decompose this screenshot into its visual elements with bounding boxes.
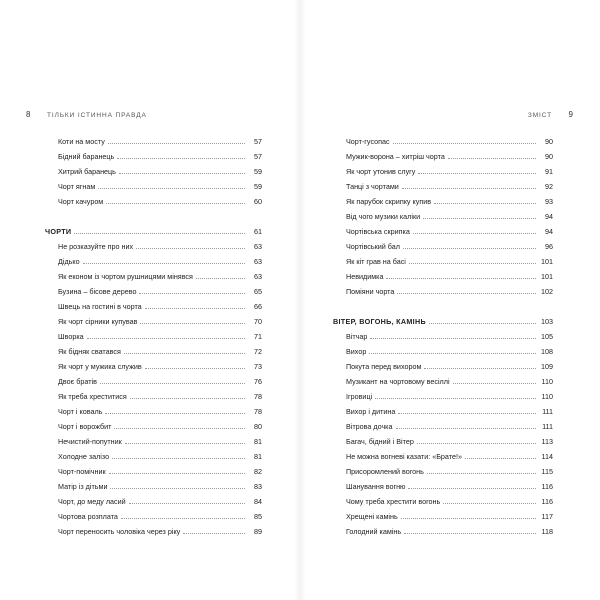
toc-dot-leader [423,218,536,219]
toc-entry-title: Чортова розплата [58,512,118,521]
toc-entry-page: 110 [541,377,553,386]
toc-dot-leader [429,323,536,324]
toc-entry-title: Як треба хреститися [58,392,127,401]
toc-entry [333,326,553,341]
toc-entry-title: ВІТЕР, ВОГОНЬ, КАМІНЬ [333,317,426,326]
toc-entry-title: Як економ із чортом рушницями мінявся [58,272,193,281]
toc-dot-leader [369,353,536,354]
toc-entry-title: Двоє братів [58,377,97,386]
toc-dot-leader [139,293,245,294]
toc-dot-leader [110,488,245,489]
toc-entry-title: Присоромлений вогонь [346,467,424,476]
toc-entry [333,206,553,221]
toc-entry-page: 65 [254,287,262,296]
toc-entry [333,461,553,476]
toc-entry-title: Чортівська скрипка [346,227,410,236]
toc-entry-page: 63 [254,257,262,266]
toc-entry-page: 63 [254,242,262,251]
toc-dot-leader [386,278,536,279]
toc-entry [45,476,262,491]
toc-entry [333,221,553,236]
toc-entry-title: Ігровиці [346,392,373,401]
toc-entry-title: Чорт качуром [58,197,104,206]
toc-entry-page: 115 [541,467,553,476]
toc-dot-leader [443,503,536,504]
toc-dot-leader [402,188,536,189]
toc-dot-leader [112,458,245,459]
toc-entry [333,476,553,491]
toc-entry [333,416,553,431]
toc-entry-page: 81 [254,437,262,446]
toc-entry-title: Чорт переносить чоловіка через ріку [58,527,181,536]
toc-entry-page: 111 [542,422,553,431]
right-page-number: 9 [568,110,573,119]
toc-entry-page: 116 [541,482,553,491]
toc-entry-title: Вітрова дочка [346,422,393,431]
toc-entry-page: 94 [545,227,553,236]
toc-entry [333,236,553,251]
toc-entry-title: Матір із дітьми [58,482,108,491]
toc-entry-page: 109 [541,362,553,371]
toc-entry [333,521,553,536]
toc-entry-title: Чорт і коваль [58,407,103,416]
toc-entry-title: Вихор і дитина [346,407,396,416]
toc-entry [45,461,262,476]
toc-entry-title: Шворка [58,332,84,341]
toc-dot-leader [145,308,245,309]
toc-entry-title: ЧОРТИ [45,227,72,236]
toc-dot-leader [117,158,245,159]
toc-entry-page: 70 [254,317,262,326]
toc-entry-page: 60 [254,197,262,206]
toc-entry [45,146,262,161]
toc-dot-leader [396,428,537,429]
toc-entry [333,356,553,371]
toc-entry [333,371,553,386]
toc-entry [45,386,262,401]
toc-entry-page: 63 [254,272,262,281]
toc-entry [45,341,262,356]
toc-dot-leader [106,203,245,204]
toc-entry [45,356,262,371]
toc-entry [45,446,262,461]
toc-dot-leader [393,143,536,144]
toc-dot-leader [413,233,536,234]
toc-entry-title: Невидимка [346,272,384,281]
toc-entry-title: Чорт ягнам [58,182,96,191]
toc-entry-title: Холодне залізо [58,452,110,461]
toc-entry-page: 110 [541,392,553,401]
toc-entry-page: 85 [254,512,262,521]
toc-entry-page: 72 [254,347,262,356]
toc-entry-page: 57 [254,152,262,161]
toc-dot-leader [409,263,536,264]
toc-dot-leader [417,443,536,444]
toc-entry [45,506,262,521]
toc-entry-title: Чортівський бал [346,242,400,251]
toc-entry [333,131,553,146]
toc-entry-page: 71 [254,332,262,341]
toc-entry-title: Як чорт утонив слугу [346,167,416,176]
toc-entry-title: Швець на гостині в чорта [58,302,142,311]
toc-entry [45,131,262,146]
toc-entry-title: Музикант на чортовому весіллі [346,377,450,386]
toc-spacer [45,206,262,221]
toc-dot-leader [108,143,245,144]
toc-entry-page: 80 [254,422,262,431]
toc-entry-page: 108 [541,347,553,356]
toc-dot-leader [370,338,536,339]
toc-entry-title: Хитрий баранець [58,167,116,176]
toc-entry [333,266,553,281]
toc-entry-title: Шанування вогню [346,482,406,491]
toc-dot-leader [124,353,245,354]
toc-entry [333,446,553,461]
toc-dot-leader [403,248,536,249]
toc-entry [45,281,262,296]
toc-entry [45,191,262,206]
toc-dot-leader [98,188,245,189]
toc-dot-leader [196,278,245,279]
toc-entry-title: Бідний баранець [58,152,115,161]
toc-entry-page: 105 [541,332,553,341]
toc-dot-leader [424,368,536,369]
toc-entry-page: 61 [254,227,262,236]
toc-entry-page: 93 [545,197,553,206]
toc-dot-leader [375,398,536,399]
toc-entry-page: 96 [545,242,553,251]
toc-entry-page: 82 [254,467,262,476]
toc-entry-page: 89 [254,527,262,536]
toc-entry-title: Голодний камінь [346,527,402,536]
toc-entry [45,266,262,281]
toc-entry-title: Коти на мосту [58,137,105,146]
toc-entry-title: Від чого музики каліки [346,212,421,221]
toc-entry-title: Вітчар [346,332,368,341]
toc-entry-page: 111 [542,407,553,416]
toc-entry [45,236,262,251]
toc-entry [45,326,262,341]
right-running-head: ЗМІСТ [527,112,552,119]
toc-entry-title: Нечистий-попутник [58,437,122,446]
toc-entry-page: 81 [254,452,262,461]
left-page-number: 8 [26,110,31,119]
toc-entry [45,491,262,506]
toc-dot-leader [74,233,245,234]
toc-dot-leader [140,323,245,324]
toc-entry-page: 78 [254,407,262,416]
toc-dot-leader [397,293,536,294]
toc-entry-title: Мужик-ворона – хитріш чорта [346,152,445,161]
toc-spacer [333,296,553,311]
toc-dot-leader [434,203,536,204]
toc-entry-page: 113 [541,437,553,446]
toc-entry-title: Чорт і ворожбит [58,422,112,431]
toc-left-column [45,131,262,536]
toc-entry-page: 101 [541,257,553,266]
toc-entry-title: Поміяни чорта [346,287,395,296]
toc-entry-page: 90 [545,137,553,146]
toc-entry-page: 59 [254,167,262,176]
toc-entry-title: Не можна вогневі казати: «Брате!» [346,452,462,461]
toc-dot-leader [408,488,536,489]
toc-entry-title: Не розказуйте про них [58,242,134,251]
toc-entry-title: Бузина – бісове дерево [58,287,137,296]
toc-entry [45,371,262,386]
toc-entry [333,161,553,176]
toc-entry [45,416,262,431]
toc-entry [45,296,262,311]
left-running-head: ТІЛЬКИ ІСТИННА ПРАВДА [47,112,147,119]
toc-dot-leader [130,398,245,399]
book-gutter [294,0,306,600]
toc-entry-page: 66 [254,302,262,311]
toc-entry-title: Багач, бідний і Вітер [346,437,414,446]
toc-dot-leader [129,503,245,504]
toc-entry-page: 116 [541,497,553,506]
toc-dot-leader [87,338,245,339]
toc-entry-title: Покута перед вихором [346,362,422,371]
toc-entry [45,431,262,446]
toc-dot-leader [119,173,245,174]
toc-entry [333,251,553,266]
toc-dot-leader [114,428,245,429]
toc-dot-leader [125,443,245,444]
toc-entry-title: Хрещені камінь [346,512,398,521]
toc-entry [333,401,553,416]
toc-entry-page: 59 [254,182,262,191]
toc-entry [333,341,553,356]
toc-dot-leader [398,413,536,414]
toc-dot-leader [121,518,245,519]
toc-dot-leader [105,413,245,414]
toc-entry-title: Танці з чортами [346,182,399,191]
toc-entry [333,386,553,401]
toc-dot-leader [145,368,245,369]
toc-entry [333,146,553,161]
toc-section-heading [45,221,262,236]
toc-entry-title: Вихор [346,347,367,356]
toc-entry-page: 57 [254,137,262,146]
toc-entry [45,521,262,536]
toc-dot-leader [453,383,536,384]
toc-dot-leader [448,158,536,159]
toc-entry-title: Як чорт сірники купував [58,317,138,326]
toc-entry-page: 92 [545,182,553,191]
toc-entry [333,491,553,506]
toc-dot-leader [465,458,536,459]
toc-dot-leader [418,173,536,174]
toc-entry-page: 101 [541,272,553,281]
toc-entry [45,161,262,176]
toc-entry-title: Дідько [58,257,80,266]
toc-entry-page: 114 [541,452,553,461]
toc-entry [333,176,553,191]
toc-dot-leader [109,473,245,474]
toc-entry-page: 84 [254,497,262,506]
toc-entry-page: 94 [545,212,553,221]
toc-dot-leader [136,248,245,249]
toc-entry [333,506,553,521]
toc-entry-page: 78 [254,392,262,401]
toc-dot-leader [183,533,245,534]
toc-entry-page: 102 [541,287,553,296]
toc-dot-leader [404,533,536,534]
toc-entry-title: Як бідняк сватався [58,347,121,356]
toc-entry-title: Як кіт грав на басі [346,257,406,266]
toc-right-column [333,131,553,536]
toc-entry-title: Чорт-помічник [58,467,106,476]
toc-entry-page: 83 [254,482,262,491]
toc-entry-title: Як парубок скрипку купив [346,197,432,206]
toc-entry-title: Чорт-гусопас [346,137,390,146]
toc-entry [333,431,553,446]
toc-dot-leader [83,263,245,264]
toc-entry-page: 91 [545,167,553,176]
toc-entry-page: 103 [541,317,553,326]
toc-entry-page: 73 [254,362,262,371]
toc-entry [333,281,553,296]
toc-entry-page: 117 [541,512,553,521]
toc-section-heading [333,311,553,326]
toc-entry-page: 118 [541,527,553,536]
toc-entry-title: Як чорт у мужика служив [58,362,142,371]
toc-entry [45,311,262,326]
toc-entry-title: Чорт, до меду ласий [58,497,126,506]
toc-entry [45,251,262,266]
toc-dot-leader [427,473,536,474]
toc-dot-leader [100,383,245,384]
toc-entry [45,401,262,416]
toc-entry-page: 76 [254,377,262,386]
toc-entry-title: Чому треба хрестити вогонь [346,497,441,506]
toc-entry [45,176,262,191]
toc-dot-leader [401,518,536,519]
toc-entry [333,191,553,206]
toc-entry-page: 90 [545,152,553,161]
